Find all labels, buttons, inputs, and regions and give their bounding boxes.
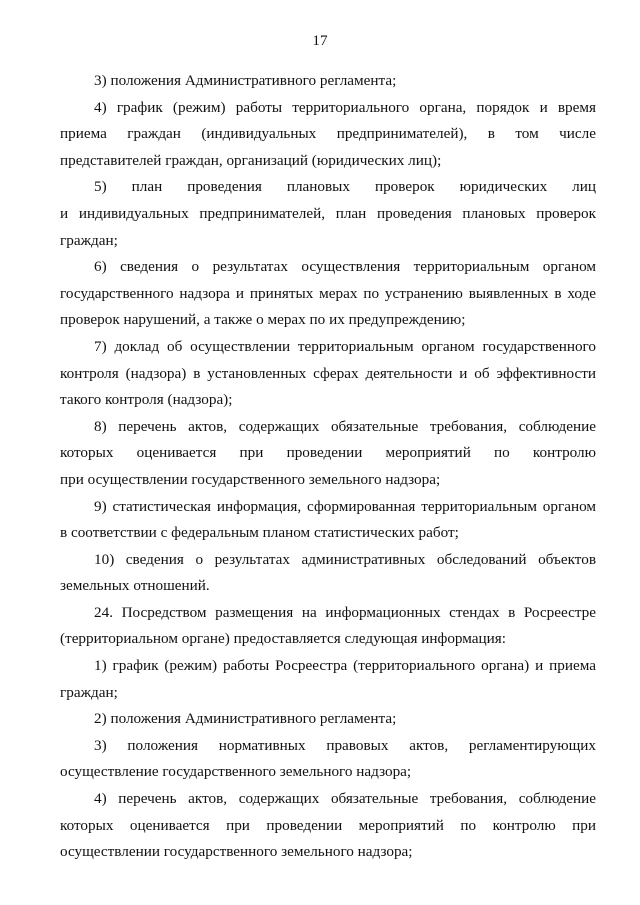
- text-line: такого контроля (надзора);: [60, 391, 233, 409]
- text-line: 3) положения Административного регламента;: [94, 72, 397, 89]
- text-line: 2) положения Административного регламента;: [94, 710, 397, 728]
- text-line: осуществлении государственного земельного надзора;: [60, 843, 413, 861]
- text-line: 3) положения нормативных правовых актов, регламентирующих: [94, 736, 596, 754]
- text-line: в соответствии с федеральным планом статистических работ;: [60, 524, 459, 542]
- text-line: представителей граждан, организаций (юридических лиц);: [60, 151, 442, 169]
- text-line: 1) график (режим) работы Росреестра (территориального органа) и приема: [94, 657, 596, 675]
- text-line: 9) статистическая информация, сформированная территориальным органом: [94, 497, 596, 515]
- text-line: государственного надзора и принятых мерах по устранению выявленных в ходе: [60, 284, 596, 302]
- text-line: которых оценивается при проведении мероприятий по контролю: [60, 444, 596, 462]
- text-line: осуществление государственного земельного надзора;: [60, 763, 412, 781]
- page-number: 17: [312, 32, 328, 49]
- text-line: 8) перечень актов, содержащих обязательные требования, соблюдение: [94, 417, 596, 435]
- text-line: приема граждан (индивидуальных предпринимателей), в том числе: [60, 125, 596, 143]
- text-line: 6) сведения о результатах осуществления территориальным органом: [94, 258, 596, 276]
- text-line: 4) перечень актов, содержащих обязательные требования, соблюдение: [94, 790, 596, 808]
- text-line: 7) доклад об осуществлении территориальным органом государственного: [94, 337, 596, 355]
- text-line: 10) сведения о результатах административных обследований объектов: [94, 550, 596, 568]
- text-line: (территориальном органе) предоставляется следующая информация:: [60, 630, 506, 648]
- text-line: 24. Посредством размещения на информационных стендах в Росреестре: [94, 603, 596, 621]
- document-body: [60, 68, 596, 866]
- text-line: граждан;: [60, 231, 118, 249]
- text-line: 4) график (режим) работы территориального органа, порядок и время: [94, 98, 596, 116]
- text-line: контроля (надзора) в установленных сферах деятельности и об эффективности: [60, 364, 596, 382]
- text-line: земельных отношений.: [60, 577, 210, 595]
- text-line: 5) план проведения плановых проверок юридических лиц: [94, 178, 596, 196]
- text-line: граждан;: [60, 683, 118, 701]
- text-line: и индивидуальных предпринимателей, план проведения плановых проверок: [60, 204, 596, 222]
- text-line: которых оценивается при проведении мероприятий по контролю при: [60, 816, 596, 834]
- text-line: проверок нарушений, а также о мерах по их предупреждению;: [60, 311, 466, 329]
- text-line: при осуществлении государственного земельного надзора;: [60, 470, 441, 488]
